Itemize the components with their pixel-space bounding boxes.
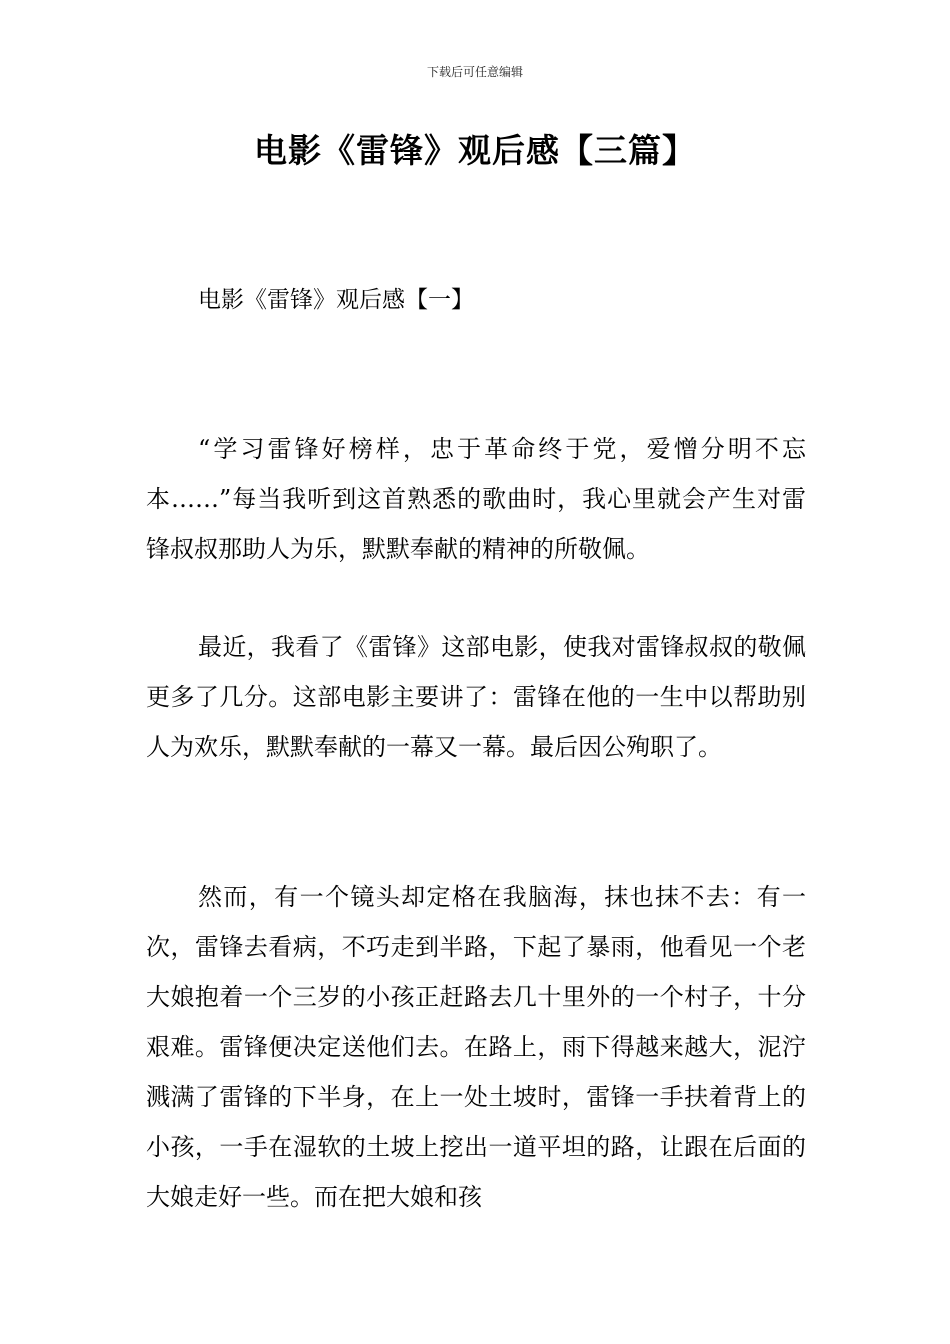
header-note: 下载后可任意编辑 <box>426 65 523 79</box>
paragraph-3: 然而，有一个镜头却定格在我脑海，抹也抹不去：有一次，雷锋去看病，不巧走到半路，下起了暴雨，他看见一个老大娘抱着一个三岁的小孩正赶路去几十里外的一个村子，十分艰难。雷锋便决定送他们去。在路上，雨下得越来越大，泥泞溅满了雷锋的下半身，在上一处土坡时，雷锋一手扶着背上的小孩，一手在湿软的土坡上挖出一道平坦的路，让跟在后面的大娘走好一些。而在把大娘和孩 <box>146 883 806 1211</box>
paragraph-2: 最近，我看了《雷锋》这部电影，使我对雷锋叔叔的敬佩更多了几分。这部电影主要讲了：雷锋在他的一生中以帮助别人为欢乐，默默奉献的一幕又一幕。最后因公殉职了。 <box>146 633 806 761</box>
document-title: 电影《雷锋》观后感【三篇】 <box>254 131 696 170</box>
paragraph-1: “学习雷锋好榜样，忠于革命终于党，爱憎分明不忘本……”每当我听到这首熟悉的歌曲时，我心里就会产生对雷锋叔叔那助人为乐，默默奉献的精神的所敬佩。 <box>146 435 806 563</box>
section-heading: 电影《雷锋》观后感【一】 <box>198 287 474 313</box>
